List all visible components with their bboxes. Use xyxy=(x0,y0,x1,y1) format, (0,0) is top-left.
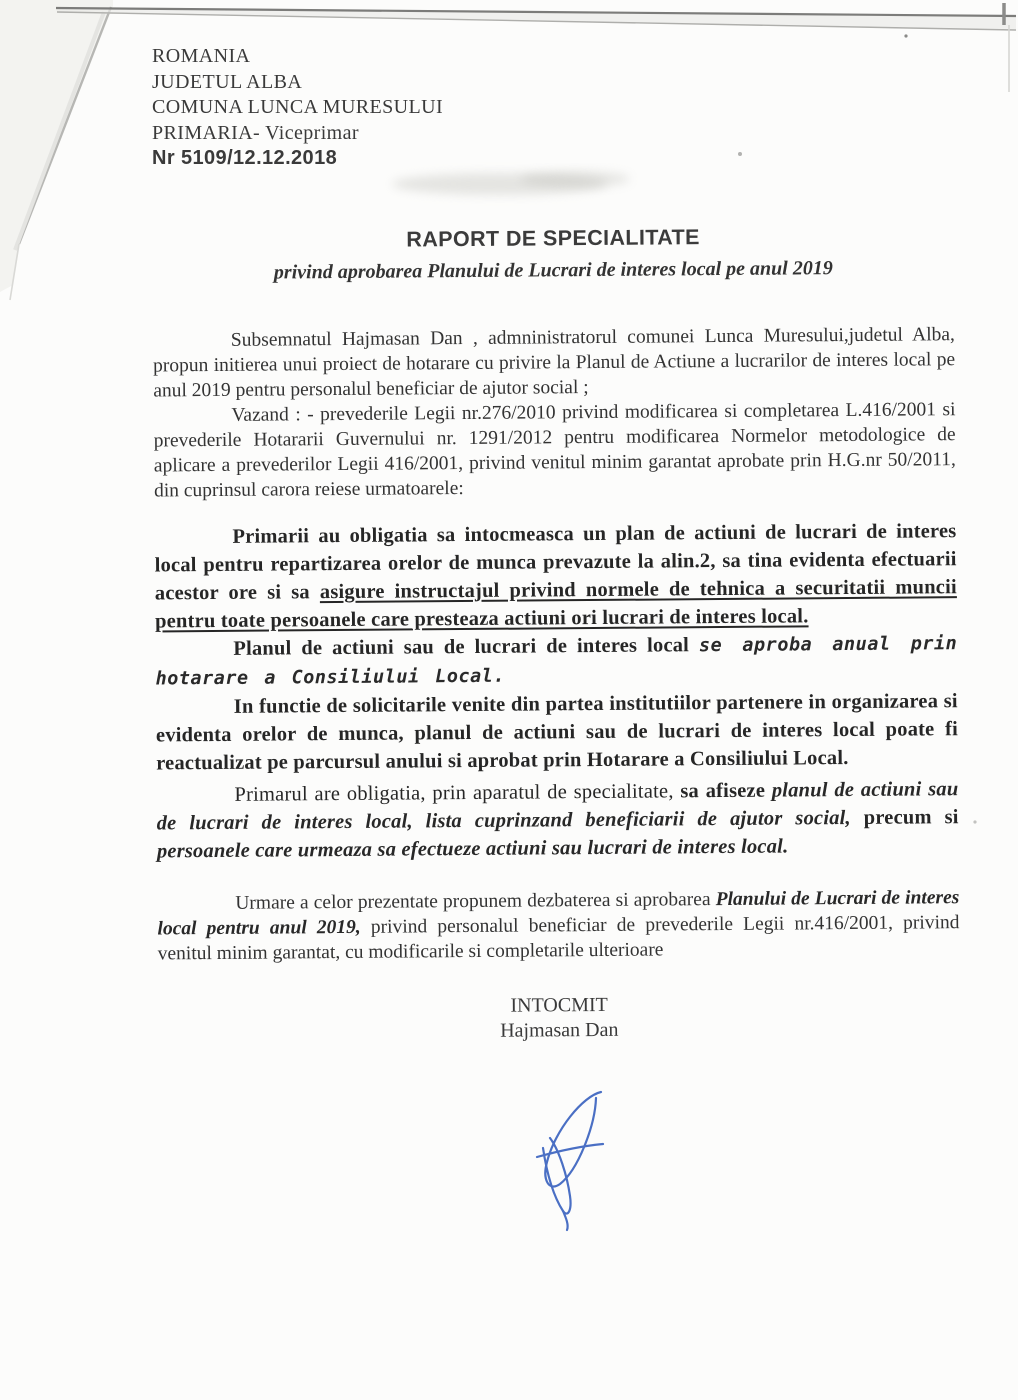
signature-stroke-descender xyxy=(543,1138,571,1214)
paragraph-primarul xyxy=(156,775,959,865)
header-line-institution: PRIMARIA- Viceprimar xyxy=(152,121,359,144)
paragraph-vazand: Vazand : - prevederile Legii nr.276/2010 privind modificarea si completarea L.416/2001 si prevederile Hotararii Guvernului nr. 1291/2012 pentru modificarea Normelor metodologice de aplicare a prevederilor Legii 416/2001, privind venitul minim garantat aprobate prin H.G.nr 50/2011, din cuprinsul carora reiese urmatoarele: xyxy=(153,398,956,501)
paragraph-urmare-bold-italic: Planului de Lucrari de interes local pentru anul 2019, xyxy=(157,886,960,939)
registration-number: Nr 5109/12.12.2018 xyxy=(152,147,338,169)
paragraph-primarul-italic-1: planul de actiuni sau de lucrari de interes local, lista cuprinzand beneficiarii de ajutor social, xyxy=(156,777,959,834)
page-corner-fold xyxy=(0,0,113,292)
top-edge-line-dark xyxy=(56,8,1016,16)
signature-block xyxy=(158,990,960,1046)
paragraph-planul-serif: Planul de actiuni sau de lucrari de interes local xyxy=(233,633,699,660)
paragraph-primarii xyxy=(154,517,957,635)
top-edge-line-light xyxy=(57,12,1016,30)
paragraph-primarii-main: Primarii au obligatia sa intocmeasca un plan de actiuni de lucrari de interes local pentru repartizarea orelor de munca prevazute la alin.2, sa tina evidenta efectuarii acestor ore si sa xyxy=(154,519,957,604)
signature-label: INTOCMIT xyxy=(510,993,608,1017)
page-edge-diagonal-highlight xyxy=(15,12,104,250)
header-line-country: ROMANIA xyxy=(152,45,251,67)
paragraph-planul xyxy=(155,629,957,693)
signature-stroke-cross xyxy=(537,1144,603,1157)
document-header xyxy=(152,44,954,172)
document-content xyxy=(152,44,960,1046)
paragraph-primarul-bold: sa afiseze xyxy=(680,779,772,802)
paragraph-urmare-regular-2: privind personalul beneficiar de prevederile Legii nr.416/2001, privind venitul minim garantat, cu modificarile si completarile ulterioare xyxy=(157,911,960,964)
underlined-clause: asigure instructajul privind normele de tehnica a securitatii muncii pentru toate persoanele care presteaza actiuni ori lucrari de interes local. xyxy=(155,575,957,632)
handwritten-signature xyxy=(515,1082,635,1237)
paragraph-primarul-regular: Primarul are obligatia, prin aparatul de specialitate, xyxy=(234,779,681,806)
document-title: RAPORT DE SPECIALITATE xyxy=(406,224,700,251)
tilted-scan-region xyxy=(152,222,960,1046)
title-block xyxy=(152,222,954,286)
paragraph-subsemnatul: Subsemnatul Hajmasan Dan , admninistratorul comunei Lunca Muresului,judetul Alba, propun initierea unui proiect de hotarare cu privire la Planul de Actiune a lucrarilor de interes local pe anul 2019 pentru personalul beneficiar de ajutor social ; xyxy=(152,323,956,401)
typewriter-clause: se aproba anual prin hotarare a Consiliului Local. xyxy=(155,632,958,689)
document-subtitle: privind aprobarea Planului de Lucrari de interes local pe anul 2019 xyxy=(273,256,833,284)
document-body xyxy=(153,322,960,966)
header-line-county: JUDETUL ALBA xyxy=(152,70,303,93)
page-edge-diagonal xyxy=(19,7,111,244)
signature-stroke-loop xyxy=(545,1092,601,1187)
header-line-commune: COMUNA LUNCA MURESULUI xyxy=(152,96,444,118)
paragraph-primarul-italic-2: persoanele care urmeaza sa efectueze actiuni sau lucrari de interes local. xyxy=(156,834,789,862)
page-edge-lower xyxy=(10,244,19,300)
speck xyxy=(904,34,907,37)
signature-name: Hajmasan Dan xyxy=(500,1018,619,1042)
paragraph-in-functie: In functie de solicitarile venite din partea institutiilor partenere in organizarea si evidenta orelor de munca, planul de actiuni sau de lucrari de interes local poate fi reactualizat pe parcursul anului si aprobat prin Hotarare a Consiliului Local. xyxy=(155,689,959,774)
paragraph-primarul-bold-2: precum si xyxy=(850,805,959,829)
paragraph-urmare xyxy=(157,885,960,966)
speck xyxy=(973,820,976,823)
top-edge-wedge xyxy=(56,9,1016,29)
signature-stroke-tail xyxy=(563,1211,568,1230)
paragraph-urmare-regular-1: Urmare a celor prezentate propunem dezbaterea si aprobarea xyxy=(235,888,716,914)
